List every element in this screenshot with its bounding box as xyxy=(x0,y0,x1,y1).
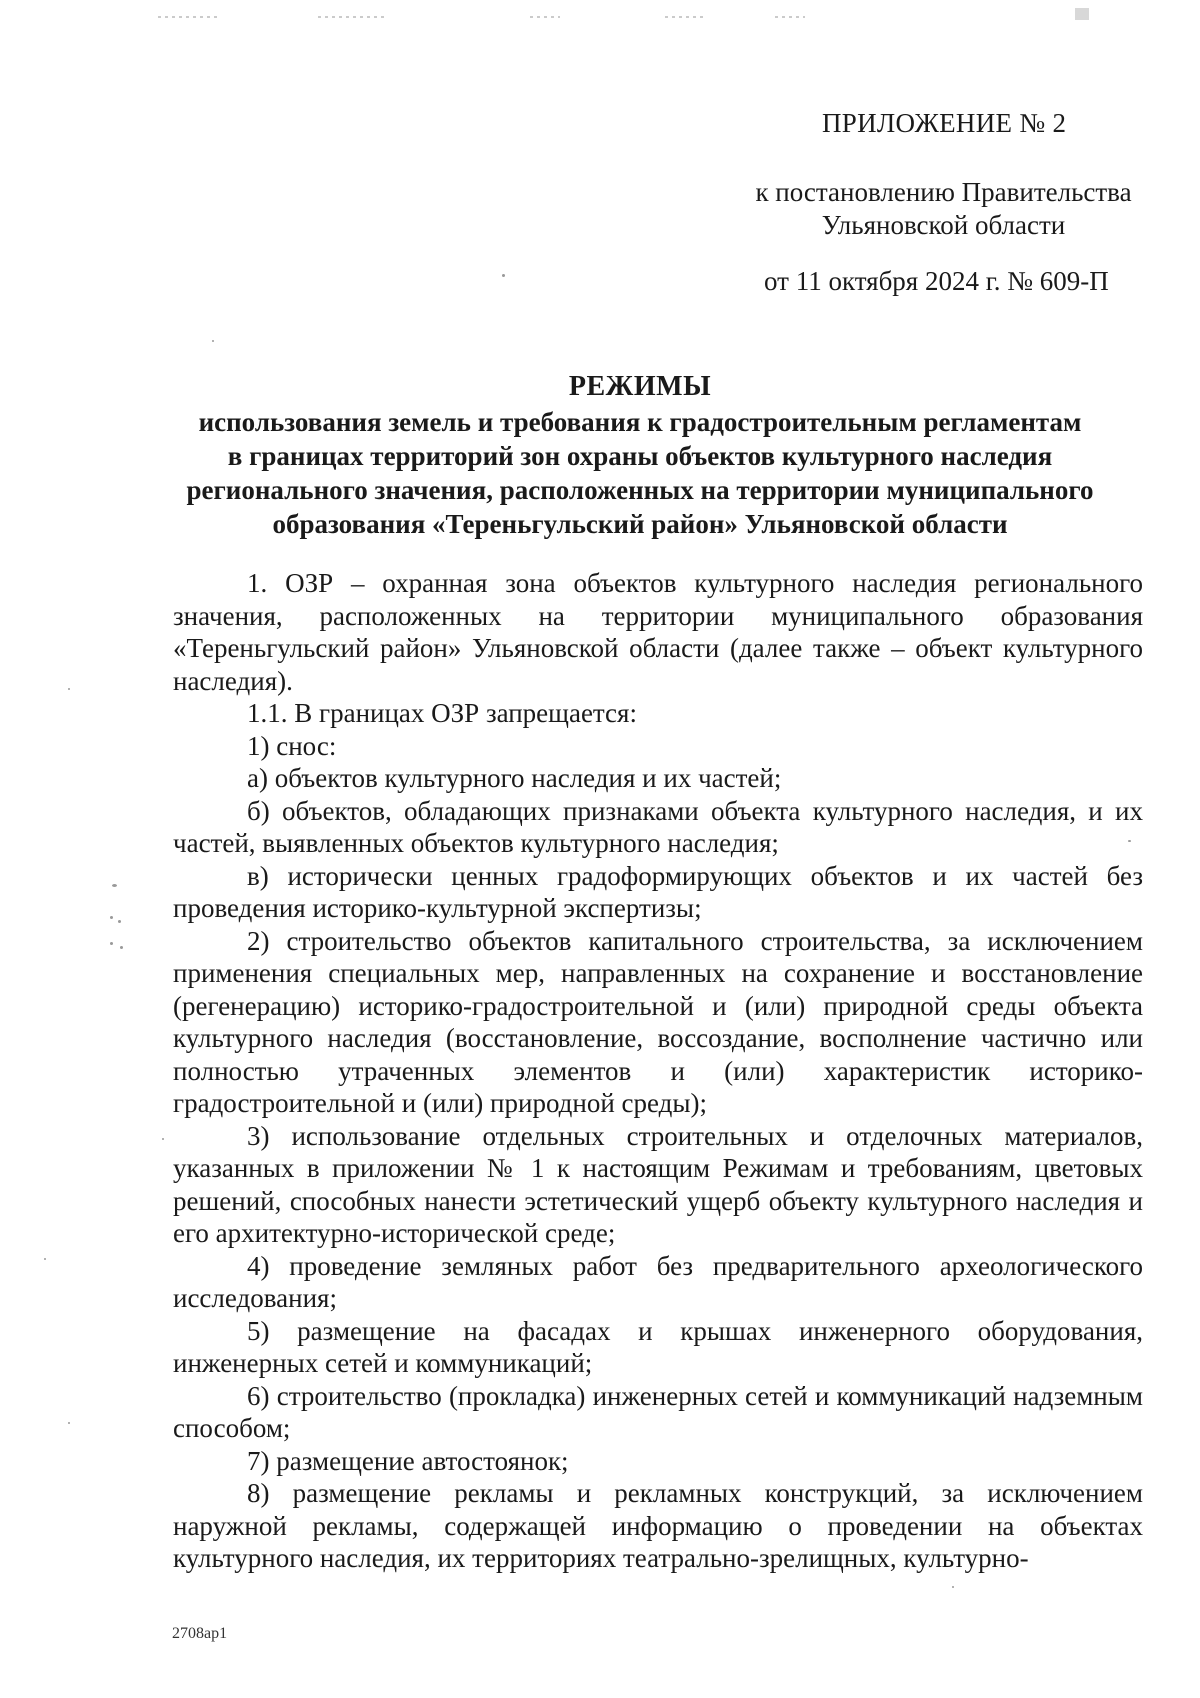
document-title xyxy=(160,370,1120,541)
scan-artifact xyxy=(318,16,388,18)
document-body xyxy=(173,567,1143,1575)
paragraph: 1.1. В границах ОЗР запрещается: xyxy=(247,698,637,728)
list-item: 8) размещение рекламы и рекламных конструкций, за исключением наружной рекламы, содержащей информацию о проведении на объектах культурного наследия, их территориях театрально-зрелищных, культурно- xyxy=(173,1478,1143,1573)
title-line: регионального значения, расположенных на территории муниципального xyxy=(186,475,1094,505)
appendix-label: ПРИЛОЖЕНИЕ № 2 xyxy=(822,108,1067,138)
list-item: 6) строительство (прокладка) инженерных сетей и коммуникаций надземным способом; xyxy=(173,1380,1143,1443)
resolution-reference xyxy=(746,176,1141,242)
scan-artifact xyxy=(112,884,117,887)
scan-artifact xyxy=(1075,8,1089,20)
list-item: 1) снос: xyxy=(247,730,337,761)
list-item: а) объектов культурного наследия и их частей; xyxy=(247,763,782,793)
scan-artifact xyxy=(68,688,70,690)
resolution-date: от 11 октября 2024 г. № 609-П xyxy=(764,266,1109,296)
scan-artifact xyxy=(162,1138,164,1140)
scan-artifact xyxy=(952,1586,954,1588)
list-item: 7) размещение автостоянок; xyxy=(247,1445,569,1476)
list-item: в) исторически ценных градоформирующих объектов и их частей без проведения историко-культурной экспертизы; xyxy=(173,860,1143,923)
document-code: 2708ар1 xyxy=(172,1625,228,1642)
scan-artifact xyxy=(665,16,705,18)
list-item: б) объектов, обладающих признаками объекта культурного наследия, и их частей, выявленных объектов культурного наследия; xyxy=(173,795,1143,858)
scan-artifact xyxy=(120,946,123,949)
title-main: РЕЖИМЫ xyxy=(568,371,712,402)
list-item: 3) использование отдельных строительных и отделочных материалов, указанных в приложении № 1 к настоящим Режимам и требованиям, цветовых решений, способных нанести эстетический ущерб объекту культурного наследия и его архитектурно-исторической среде; xyxy=(173,1120,1143,1248)
title-line: в границах территорий зон охраны объектов культурного наследия xyxy=(227,441,1053,471)
list-item: 5) размещение на фасадах и крышах инженерного оборудования, инженерных сетей и коммуникаций; xyxy=(173,1315,1143,1378)
list-item: 4) проведение земляных работ без предварительного археологического исследования; xyxy=(173,1250,1143,1313)
scan-artifact xyxy=(110,916,113,919)
scan-artifact xyxy=(118,920,121,923)
scan-artifact xyxy=(68,1422,70,1424)
scan-artifact xyxy=(44,1258,46,1260)
list-item: 2) строительство объектов капитального строительства, за исключением применения специальных мер, направленных на сохранение и восстановление (регенерацию) историко-градостроительной и (или) природной среды объекта культурного наследия (восстановление, воссоздание, восполнение частично или полностью утраченных элементов и (или) характеристик историко-градостроительной и (или) природной среды); xyxy=(173,925,1143,1118)
paragraph: 1. ОЗР – охранная зона объектов культурного наследия регионального значения, расположенных на территории муниципального образования «Тереньгульский район» Ульяновской области (далее также – объект культурного наследия). xyxy=(173,568,1143,696)
resolution-line: Ульяновской области xyxy=(821,210,1066,240)
scan-artifact xyxy=(502,274,505,277)
scan-artifact xyxy=(212,340,214,342)
scan-artifact xyxy=(530,16,560,18)
title-line: использования земель и требования к градостроительным регламентам xyxy=(198,407,1082,437)
scan-artifact xyxy=(158,16,218,18)
title-line: образования «Тереньгульский район» Ульяновской области xyxy=(272,509,1008,539)
resolution-line: к постановлению Правительства xyxy=(755,177,1132,207)
scan-artifact xyxy=(110,942,113,945)
scan-artifact xyxy=(775,16,805,18)
